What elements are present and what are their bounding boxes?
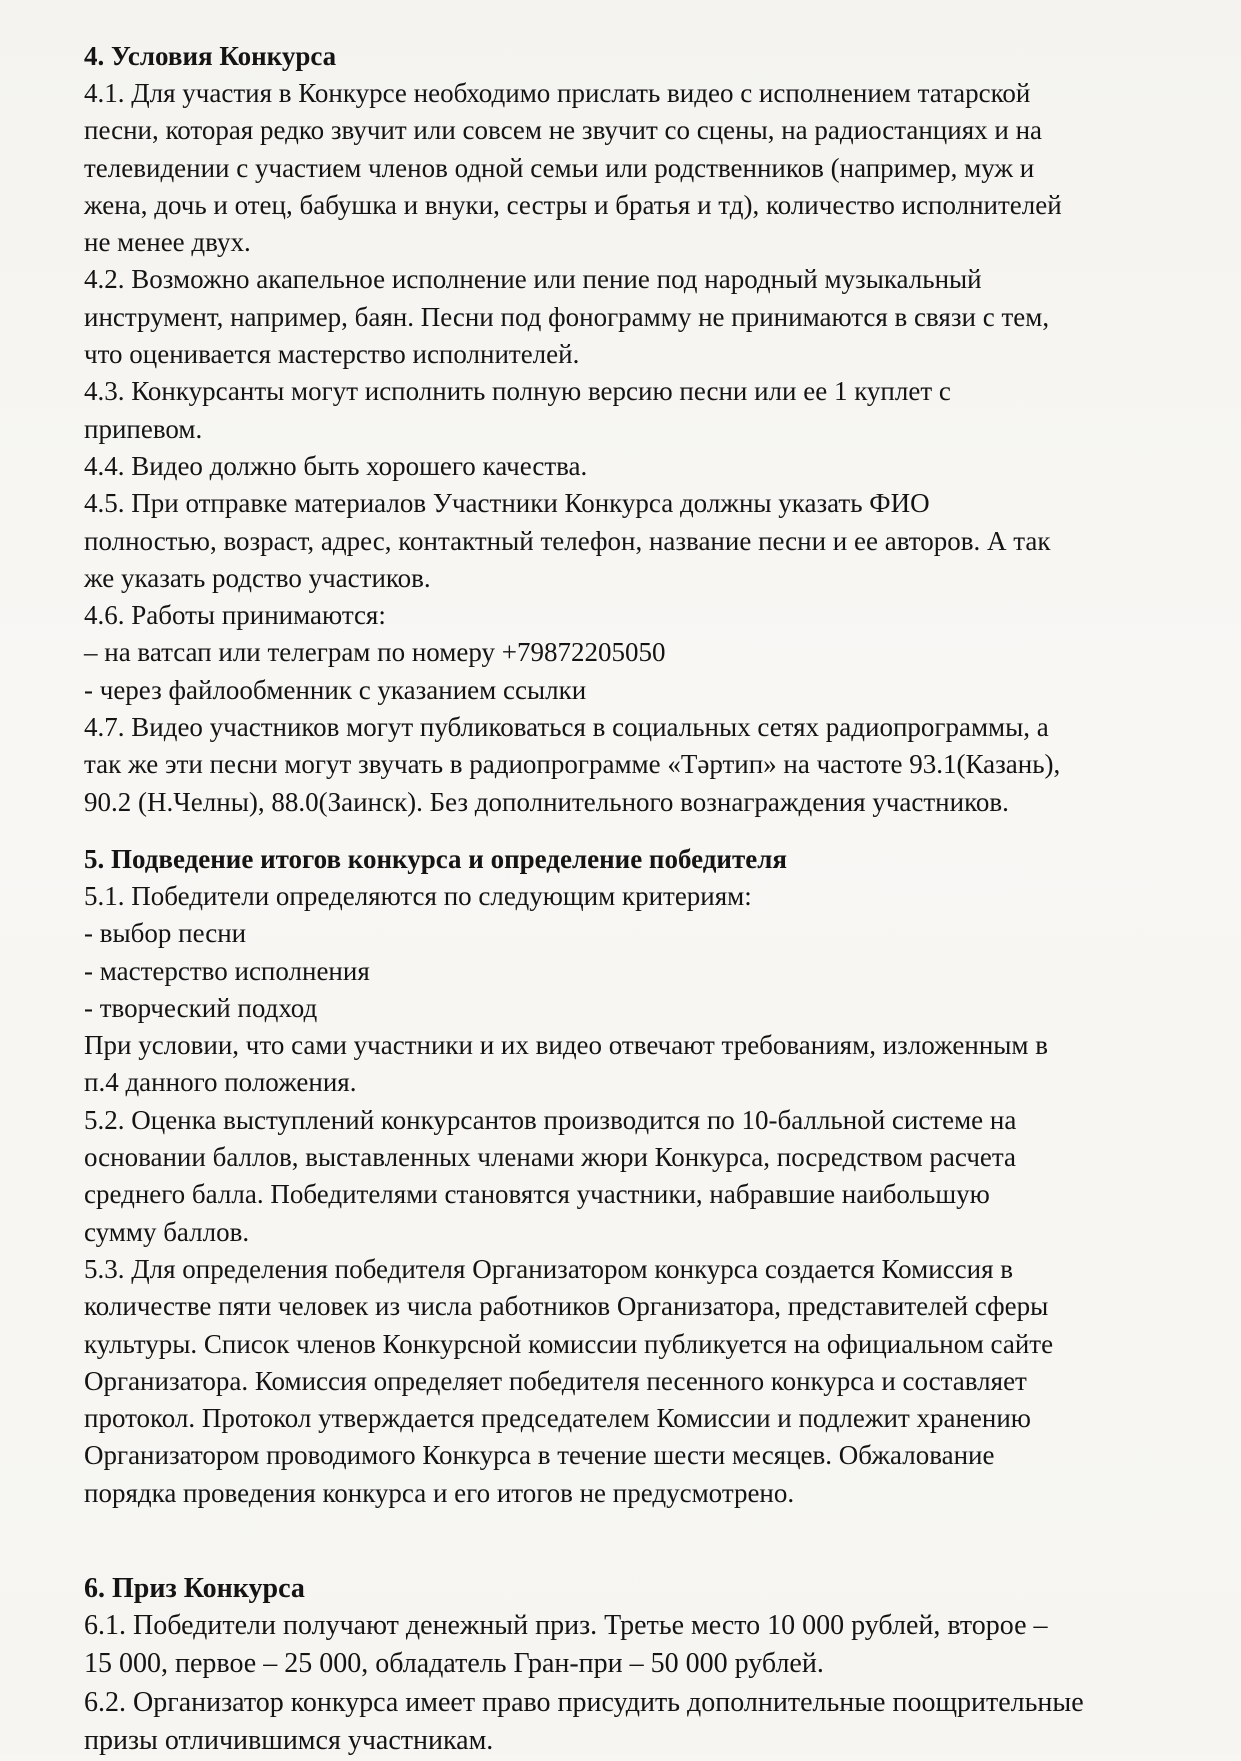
- text-line: 6.1. Победители получают денежный приз. Третье место 10 000 рублей, второе –: [84, 1609, 1048, 1641]
- text-line: - творческий подход: [84, 992, 318, 1023]
- text-line: 5.1. Победители определяются по следующим критериям:: [84, 880, 752, 911]
- paragraph-5-1: [84, 878, 1204, 915]
- text-line: 4.5. При отправке материалов Участники Конкурса должны указать ФИО: [84, 488, 930, 519]
- section-5-heading: 5. Подведение итогов конкурса и определение победителя: [84, 843, 787, 874]
- document-body: [84, 38, 1204, 1761]
- list-item-whatsapp-telegram: [84, 634, 1204, 671]
- section-6-heading: 6. Приз Конкурса: [84, 1572, 305, 1604]
- text-line: 4.7. Видео участников могут публиковаться в социальных сетях радиопрограммы, а: [84, 712, 1049, 743]
- text-line: - выбор песни: [84, 918, 247, 949]
- text-line: 5.3. Для определения победителя Организатором конкурса создается Комиссия в: [84, 1253, 1014, 1284]
- text-line: - через файлообменник с указанием ссылки: [84, 674, 587, 705]
- paragraph-4-2: [84, 261, 1204, 373]
- text-line: - мастерство исполнения: [84, 955, 370, 986]
- text-line: 15 000, первое – 25 000, обладатель Гран-при – 50 000 рублей.: [84, 1648, 824, 1680]
- text-line: протокол. Протокол утверждается председателем Комиссии и подлежит хранению: [84, 1403, 1031, 1434]
- text-line: п.4 данного положения.: [84, 1067, 357, 1098]
- paragraph-4-5: [84, 485, 1204, 597]
- paragraph-5-3: [84, 1251, 1204, 1512]
- paragraph-4-3: [84, 373, 1204, 448]
- text-line: не менее двух.: [84, 227, 251, 258]
- paragraph-4-1: [84, 75, 1204, 261]
- section-4-heading: 4. Условия Конкурса: [84, 41, 337, 71]
- text-line: 4.2. Возможно акапельное исполнение или пение под народный музыкальный: [84, 264, 982, 295]
- text-line: 5.2. Оценка выступлений конкурсантов производится по 10-балльной системе на: [84, 1104, 1017, 1135]
- section-5-results: [84, 841, 1204, 1512]
- text-line: 4.4. Видео должно быть хорошего качества.: [84, 450, 588, 481]
- section-6-prize: [84, 1570, 1204, 1761]
- text-line: Организатором проводимого Конкурса в течение шести месяцев. Обжалование: [84, 1440, 995, 1471]
- paragraph-6-1: [84, 1607, 1204, 1684]
- paragraph-6-2: [84, 1684, 1204, 1761]
- text-line: сумму баллов.: [84, 1216, 250, 1247]
- text-line: 90.2 (Н.Челны), 88.0(Заинск). Без дополнительного вознаграждения участников.: [84, 786, 1009, 817]
- text-line: телевидении с участием членов одной семьи или родственников (например, муж и: [84, 152, 1035, 183]
- text-line: Организатора. Комиссия определяет победителя песенного конкурса и составляет: [84, 1365, 1027, 1396]
- criterion-creative-approach: [84, 990, 1204, 1027]
- text-line: 4.6. Работы принимаются:: [84, 600, 386, 631]
- text-line: количестве пяти человек из числа работников Организатора, представителей сферы: [84, 1291, 1049, 1322]
- list-item-file-sharing: [84, 672, 1204, 709]
- text-line: так же эти песни могут звучать в радиопрограмме «Тәртип» на частоте 93.1(Казань),: [84, 749, 1061, 780]
- text-line: 6.2. Организатор конкурса имеет право присудить дополнительные поощрительные: [84, 1686, 1084, 1718]
- text-line: что оценивается мастерство исполнителей.: [84, 339, 580, 370]
- section-4-conditions: [84, 38, 1204, 821]
- text-line: культуры. Список членов Конкурсной комиссии публикуется на официальном сайте: [84, 1328, 1054, 1359]
- text-line: жена, дочь и отец, бабушка и внуки, сестры и братья и тд), количество исполнителей: [84, 189, 1062, 220]
- paragraph-5-2: [84, 1102, 1204, 1251]
- criterion-performance-skill: [84, 953, 1204, 990]
- paragraph-condition: [84, 1027, 1204, 1102]
- text-line: порядка проведения конкурса и его итогов не предусмотрено.: [84, 1477, 795, 1508]
- text-line: – на ватсап или телеграм по номеру +79872205050: [84, 637, 666, 668]
- text-line: среднего балла. Победителями становятся участники, набравшие наибольшую: [84, 1179, 990, 1210]
- text-line: припевом.: [84, 413, 203, 444]
- text-line: полностью, возраст, адрес, контактный телефон, название песни и ее авторов. А так: [84, 525, 1051, 556]
- text-line: инструмент, например, баян. Песни под фонограмму не принимаются в связи с тем,: [84, 301, 1050, 332]
- text-line: 4.1. Для участия в Конкурсе необходимо прислать видео с исполнением татарской: [84, 78, 1031, 108]
- text-line: призы отличившимся участникам.: [84, 1725, 494, 1757]
- text-line: же указать родство участиков.: [84, 562, 431, 593]
- text-line: основании баллов, выставленных членами жюри Конкурса, посредством расчета: [84, 1142, 1017, 1173]
- text-line: 4.3. Конкурсанты могут исполнить полную версию песни или ее 1 куплет с: [84, 376, 951, 407]
- criterion-song-choice: [84, 915, 1204, 952]
- paragraph-4-7: [84, 709, 1204, 821]
- paragraph-4-6: [84, 597, 1204, 634]
- paragraph-4-4: [84, 448, 1204, 485]
- text-line: песни, которая редко звучит или совсем не звучит со сцены, на радиостанциях и на: [84, 115, 1042, 146]
- text-line: При условии, что сами участники и их видео отвечают требованиям, изложенным в: [84, 1030, 1049, 1061]
